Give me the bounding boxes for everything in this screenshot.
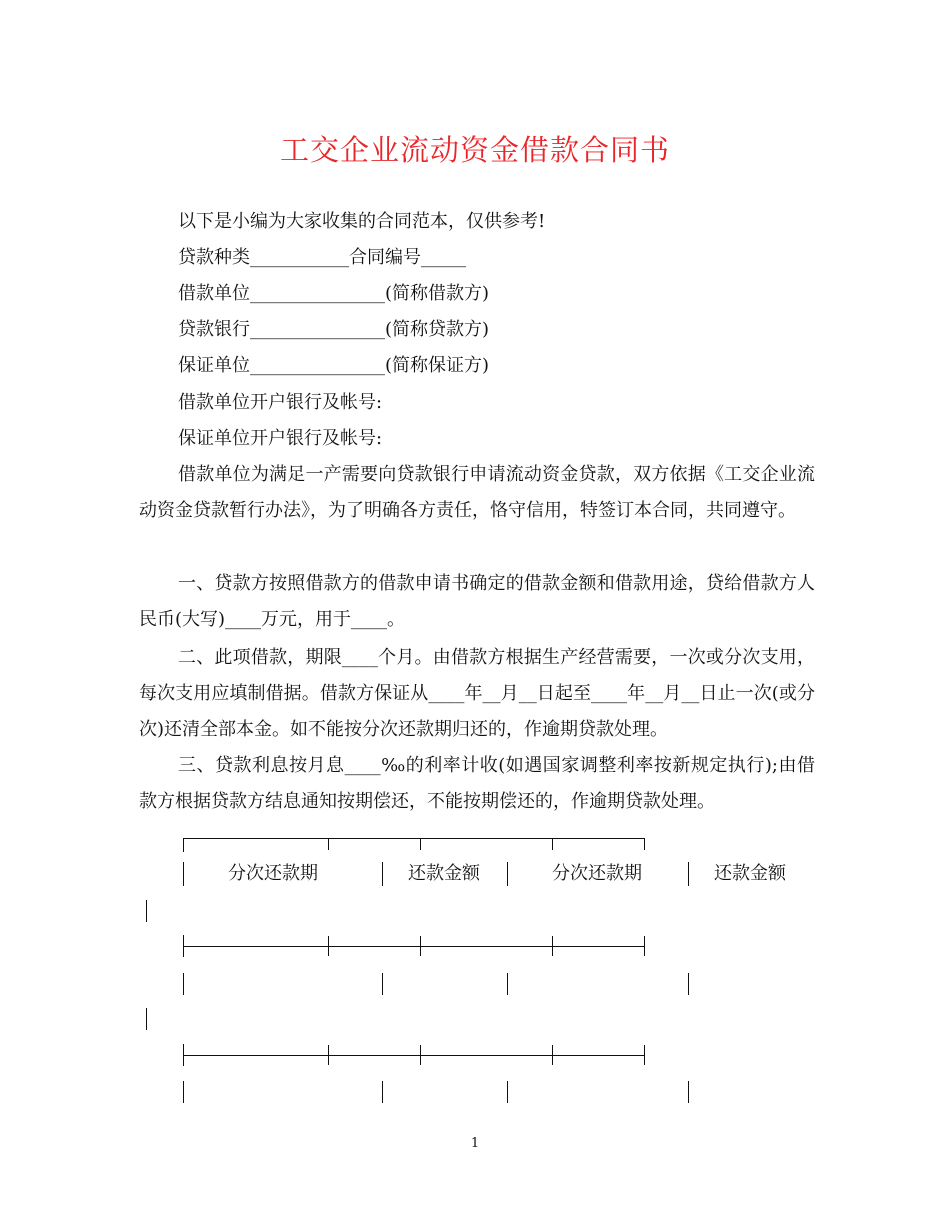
- table-border: [507, 1081, 508, 1103]
- table-header-cell: 还款金额: [408, 863, 480, 884]
- table-border: [146, 1008, 147, 1030]
- table-tick: [328, 936, 329, 956]
- table-tick: [552, 838, 553, 850]
- table-rule: [183, 1055, 645, 1056]
- table-tick: [552, 1045, 553, 1065]
- table-border: [183, 862, 184, 886]
- table-border: [183, 1081, 184, 1103]
- table-border: [183, 973, 184, 995]
- table-header-cell: 分次还款期: [552, 863, 642, 884]
- table-tick: [420, 838, 421, 850]
- table-tick: [644, 1045, 645, 1065]
- clause-3-paragraph: 三、贷款利息按月息____‰的利率计收(如遇国家调整利率按新规定执行);由借款方根据贷款方结息通知按期偿还，不能按期偿还的，作逾期贷款处理。: [139, 755, 815, 812]
- table-tick: [552, 936, 553, 956]
- preamble-paragraph: 借款单位为满足一产需要向贷款银行申请流动资金贷款，双方依据《工交企业流动资金贷款暂行办法》，为了明确各方责任，恪守信用，特签订本合同，共同遵守。: [139, 464, 815, 521]
- borrower-line: 借款单位_______________(简称借款方): [178, 283, 490, 304]
- lender-line: 贷款银行_______________(简称贷款方): [178, 319, 490, 340]
- table-border: [507, 973, 508, 995]
- table-border: [382, 862, 383, 886]
- document-title: 工交企业流动资金借款合同书: [279, 133, 670, 167]
- table-tick: [644, 936, 645, 956]
- table-border: [507, 862, 508, 886]
- table-rule: [183, 838, 645, 839]
- table-tick: [328, 1045, 329, 1065]
- table-border: [688, 1081, 689, 1103]
- table-header-cell: 分次还款期: [228, 863, 318, 884]
- table-border: [382, 973, 383, 995]
- table-tick: [644, 838, 645, 850]
- guarantor-line: 保证单位_______________(简称保证方): [178, 355, 490, 376]
- table-border: [146, 900, 147, 922]
- clause-1-paragraph: 一、贷款方按照借款方的借款申请书确定的借款金额和借款用途，贷给借款方人民币(大写)____万元，用于____。: [139, 573, 815, 630]
- clause-2-paragraph: 二、此项借款，期限____个月。由借款方根据生产经营需要，一次或分次支用，每次支用应填制借据。借款方保证从____年__月__日起至____年__月__日止一次(或分次)还清全部本金。如不能按分次还款期归还的，作逾期贷款处理。: [139, 647, 815, 740]
- table-border: [382, 1081, 383, 1103]
- table-tick: [420, 1045, 421, 1065]
- table-rule: [183, 946, 645, 947]
- table-tick: [328, 838, 329, 850]
- loan-type-line: 贷款种类___________合同编号_____: [178, 247, 466, 268]
- table-header-cell: 还款金额: [714, 863, 786, 884]
- table-border: [688, 862, 689, 886]
- table-tick: [420, 936, 421, 956]
- table-border: [688, 973, 689, 995]
- intro-line: 以下是小编为大家收集的合同范本，仅供参考!: [178, 211, 546, 232]
- guarantor-account-line: 保证单位开户银行及帐号:: [178, 428, 383, 449]
- table-border: [183, 838, 184, 852]
- borrower-account-line: 借款单位开户银行及帐号:: [178, 392, 383, 413]
- page-number: 1: [470, 1136, 480, 1151]
